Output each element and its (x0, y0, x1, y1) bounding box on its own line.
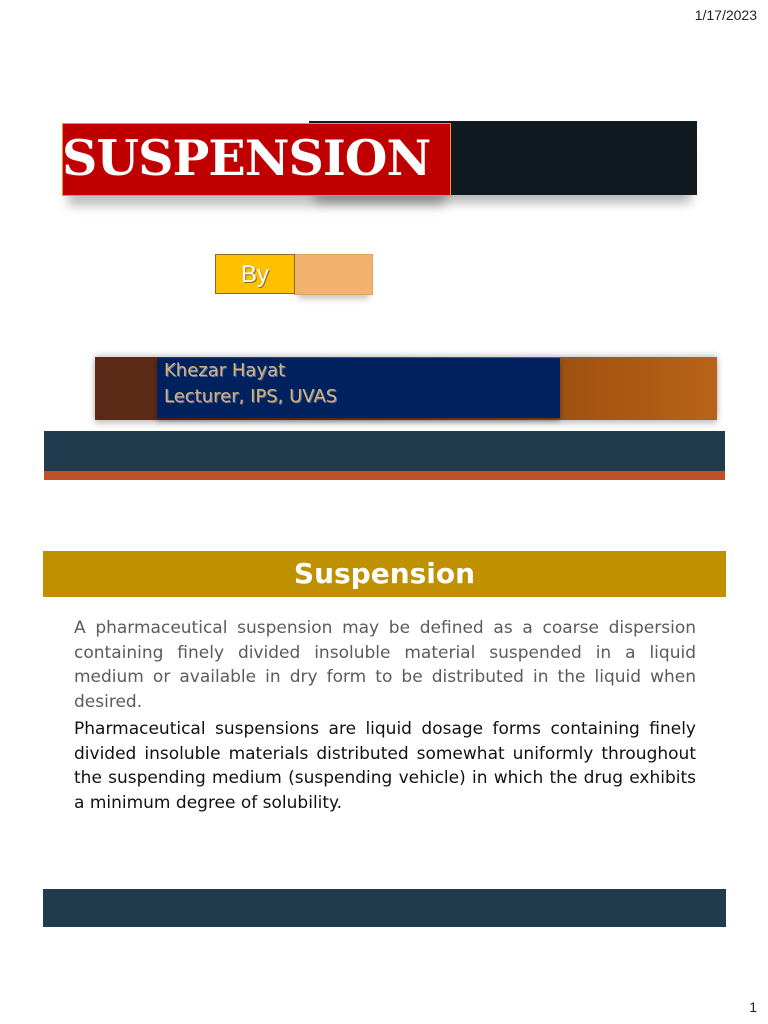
page-number: 1 (749, 999, 757, 1015)
by-peach-block (294, 254, 373, 295)
slide2-heading: Suspension (43, 551, 726, 597)
slide2-footer-band (43, 889, 726, 927)
author-role: Lecturer, IPS, UVAS (164, 386, 338, 407)
definition-paragraph: A pharmaceutical suspension may be defined as a coarse dispersion containing finely divided insoluble material suspended in a liquid medium or available in dry form to be distributed in the liquid when desired. (74, 618, 696, 712)
slide-title: SUSPENSION (62, 129, 431, 187)
slide1-footer-band (44, 431, 725, 471)
slide1-footer-accent (44, 471, 725, 480)
author-name: Khezar Hayat (164, 360, 286, 381)
description-paragraph: Pharmaceutical suspensions are liquid dosage forms containing finely divided insoluble materials distributed somewhat uniformly throughout the suspending medium (suspending vehicle) in which the drug exhibits a minimum degree of solubility. (74, 719, 696, 813)
by-label: By (240, 261, 269, 288)
page-date: 1/17/2023 (694, 7, 757, 23)
